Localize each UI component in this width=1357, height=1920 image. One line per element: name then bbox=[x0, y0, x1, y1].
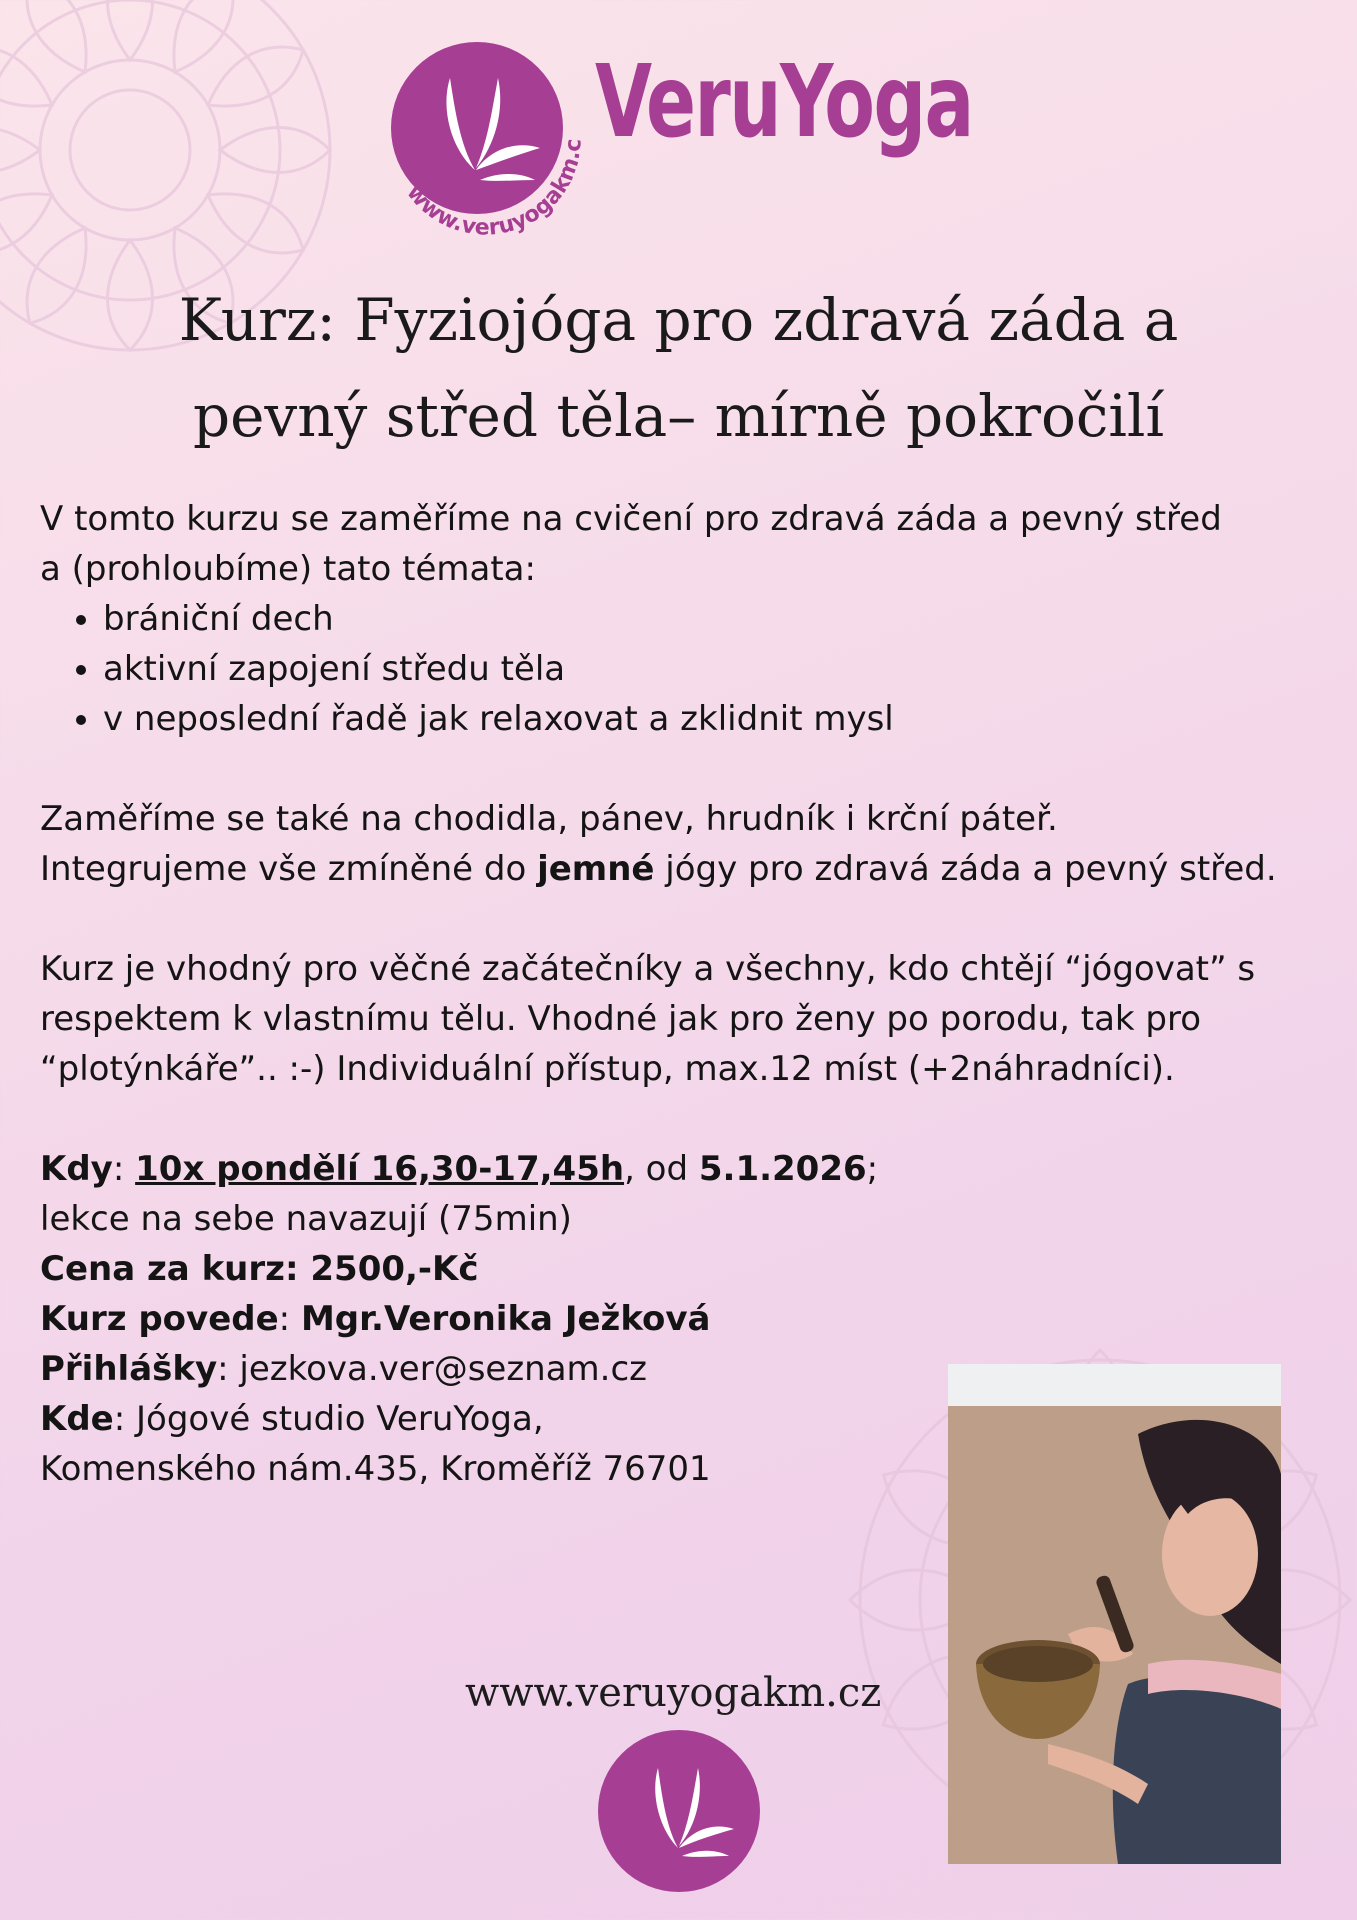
intro-paragraph bbox=[40, 494, 1320, 594]
focus-emphasis: jemné bbox=[537, 849, 655, 889]
brand-name: VeruYoga bbox=[595, 43, 973, 160]
focus-line-2-end: jógy pro zdravá záda a pevný střed. bbox=[654, 849, 1277, 889]
where-address: Komenského nám.435, Kroměříž 76701 bbox=[40, 1449, 711, 1489]
title-line-2: pevný střed těla– mírně pokročilí bbox=[192, 382, 1165, 450]
audience-line-3: “plotýnkáře”.. :-) Individuální přístup, max.12 míst (+2náhradníci). bbox=[40, 1049, 1175, 1089]
start-date: 5.1.2026 bbox=[698, 1149, 867, 1189]
intro-line-1: V tomto kurzu se zaměříme na cvičení pro zdravá záda a pevný střed bbox=[40, 499, 1222, 539]
when-from: , od bbox=[624, 1149, 699, 1189]
leaf-logo-icon-footer bbox=[598, 1730, 760, 1892]
intro-line-2: a (prohloubíme) tato témata: bbox=[40, 549, 536, 589]
instructor-photo bbox=[948, 1364, 1281, 1864]
audience-line-2: respektem k vlastnímu tělu. Vhodné jak pro ženy po porodu, tak pro bbox=[40, 999, 1202, 1039]
signup-email[interactable]: jezkova.ver@seznam.cz bbox=[239, 1349, 648, 1389]
topics-list bbox=[40, 594, 1320, 744]
title-line-1: Kurz: Fyziojóga pro zdravá záda a bbox=[178, 286, 1179, 354]
where-studio: Jógové studio VeruYoga, bbox=[136, 1399, 544, 1439]
instructor-label: Kurz povede bbox=[40, 1299, 279, 1339]
instructor-name: Mgr.Veronika Ježková bbox=[300, 1299, 711, 1339]
when-end: ; bbox=[866, 1149, 879, 1189]
focus-line-1: Zaměříme se také na chodidla, pánev, hrudník i krční páteř. bbox=[40, 799, 1058, 839]
topic-item: • aktivní zapojení středu těla bbox=[103, 644, 1320, 694]
when-schedule: 10x pondělí 16,30-17,45h bbox=[135, 1149, 625, 1189]
topic-item: • v neposlední řadě jak relaxovat a zklidnit mysl bbox=[103, 694, 1320, 744]
focus-line-2-start: Integrujeme vše zmíněné do bbox=[40, 849, 538, 889]
course-price: Cena za kurz: 2500,-Kč bbox=[40, 1249, 479, 1289]
course-description bbox=[40, 494, 1320, 1494]
logo-website-arc: www.veruyogakm.cz bbox=[401, 137, 587, 241]
woman-with-singing-bowl-photo-icon bbox=[948, 1364, 1281, 1864]
where-label: Kde bbox=[40, 1399, 114, 1439]
when-label: Kdy bbox=[40, 1149, 113, 1189]
topic-item: • brániční dech bbox=[103, 594, 1320, 644]
lessons-note: lekce na sebe navazují (75min) bbox=[40, 1199, 572, 1239]
leaf-logo-icon bbox=[380, 30, 600, 260]
course-details: Kdy: 10x pondělí 16,30-17,45h, od 5.1.2026; lekce na sebe navazují (75min) Cena za kurz: 2500,-Kč Kurz povede: Mgr.Veronika Ježková Přihlášky: jezkova.ver@seznam.cz Kde: Jógové studio VeruYoga, Komenského nám.435, Kroměříž 76701 bbox=[40, 1149, 879, 1489]
focus-paragraph bbox=[40, 794, 1320, 894]
audience-paragraph bbox=[40, 944, 1320, 1094]
footer-website[interactable]: www.veruyogakm.cz bbox=[465, 1670, 882, 1716]
page-title bbox=[40, 272, 1317, 464]
signup-label: Přihlášky bbox=[40, 1349, 218, 1389]
audience-line-1: Kurz je vhodný pro věčné začátečníky a všechny, kdo chtějí “jógovat” s bbox=[40, 949, 1256, 989]
